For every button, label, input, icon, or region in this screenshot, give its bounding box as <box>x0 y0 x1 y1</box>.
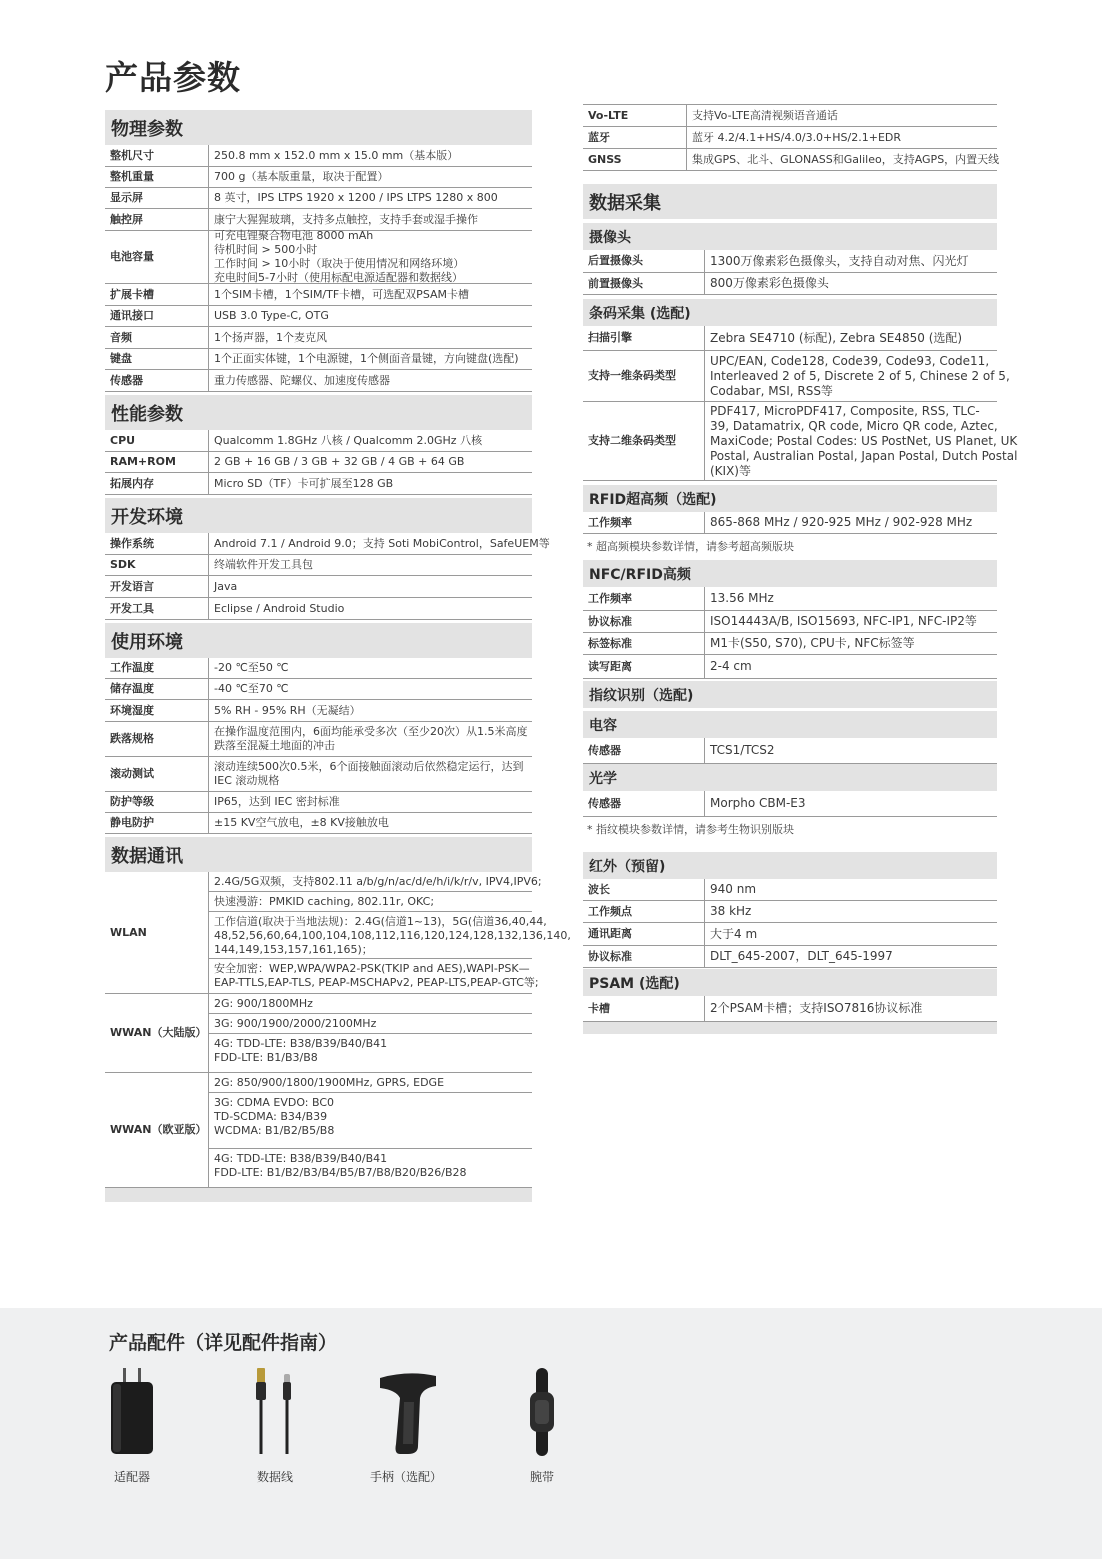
spec-value <box>705 923 997 945</box>
section-heading: 数据采集 <box>583 184 997 219</box>
spec-value-line: 800万像素彩色摄像头 <box>710 276 829 290</box>
spec-value <box>209 757 532 791</box>
spec-value <box>209 722 532 756</box>
spec-value <box>209 576 532 597</box>
spec-label: 电池容量 <box>105 231 209 283</box>
spec-label: 支持二维条码类型 <box>583 402 705 480</box>
spec-value-line: USB 3.0 Type-C, OTG <box>214 309 329 322</box>
spec-value-line: MaxiCode; Postal Codes: US PostNet, US Planet, UK <box>710 433 1018 448</box>
spec-label: GNSS <box>583 149 687 170</box>
spec-row <box>105 598 532 620</box>
spec-row <box>583 611 997 633</box>
spec-value <box>209 598 532 619</box>
spec-value-line: 39, Datamatrix, QR code, Micro QR code, Aztec, <box>710 418 998 433</box>
spec-row <box>583 655 997 679</box>
spec-value <box>209 700 532 721</box>
spec-label: 整机重量 <box>105 167 209 187</box>
subsection-heading: 红外（预留) <box>583 852 997 879</box>
spec-value <box>209 813 532 833</box>
comm-entry <box>209 872 542 892</box>
spec-value-line: 大于4 m <box>710 926 758 941</box>
spec-value <box>209 306 532 326</box>
spec-label: 蓝牙 <box>583 127 687 148</box>
spec-value <box>209 231 532 283</box>
spec-value-line: 支持Vo-LTE高清视频语音通话 <box>692 109 838 122</box>
section-heading: 开发环境 <box>105 498 532 533</box>
wrist-strap-icon <box>528 1368 556 1460</box>
handle-icon <box>370 1368 442 1460</box>
spec-value-line: Java <box>214 579 238 593</box>
spec-value <box>705 901 997 922</box>
comm-entry <box>209 1014 532 1034</box>
spec-value-line: 3G: 900/1900/2000/2100MHz <box>214 1017 377 1030</box>
spec-row <box>583 149 1000 171</box>
spec-value-line: PDF417, MicroPDF417, Composite, RSS, TLC- <box>710 403 980 418</box>
spec-value <box>705 326 997 350</box>
spec-row <box>105 231 532 284</box>
spec-value <box>209 555 532 575</box>
spec-value-line: M1卡(S50, S70), CPU卡, NFC标签等 <box>710 636 915 650</box>
spec-value-line: (KIX)等 <box>710 463 751 478</box>
spec-label: 键盘 <box>105 349 209 369</box>
spec-label: 跌落规格 <box>105 722 209 756</box>
spec-value-line: 滚动连续500次0.5米，6个面接触面滚动后依然稳定运行，达到 <box>214 760 524 773</box>
spec-label: 滚动测试 <box>105 757 209 791</box>
spec-label: 操作系统 <box>105 533 209 554</box>
spec-label: 传感器 <box>583 791 705 816</box>
spec-value-line: 2G: 850/900/1800/1900MHz, GPRS, EDGE <box>214 1076 445 1089</box>
spec-label: 防护等级 <box>105 792 209 812</box>
spec-value-line: -20 ℃至50 ℃ <box>214 661 289 674</box>
spec-value <box>209 284 532 305</box>
spec-row <box>583 633 997 655</box>
spec-value-line: Micro SD（TF）卡可扩展至128 GB <box>214 476 394 490</box>
spec-value-line: 终端软件开发工具包 <box>214 558 313 571</box>
subsection-heading: RFID超高频（选配) <box>583 485 997 512</box>
spec-value-line: Zebra SE4710 (标配), Zebra SE4850 (选配) <box>710 330 963 345</box>
spec-value <box>209 533 550 554</box>
spec-row <box>583 996 997 1022</box>
spec-value-line: TCS1/TCS2 <box>710 743 775 757</box>
spec-row <box>105 452 532 473</box>
spec-row <box>583 879 997 901</box>
spec-value <box>209 792 532 812</box>
spec-value-line: ±15 KV空气放电，±8 KV接触放电 <box>214 816 389 829</box>
spec-value <box>209 658 532 678</box>
spec-label: 工作频点 <box>583 901 705 922</box>
spec-value-line: 38 kHz <box>710 904 752 918</box>
accessory-label: 手柄（选配） <box>370 1470 443 1484</box>
spec-row <box>105 349 532 370</box>
spec-value-line: 2G: 900/1800MHz <box>214 997 313 1010</box>
spec-value <box>705 611 997 632</box>
comm-entry <box>209 1073 532 1093</box>
spec-row <box>583 587 997 611</box>
spec-value <box>705 402 1018 480</box>
spec-row <box>583 105 997 127</box>
spec-label: 环境湿度 <box>105 700 209 721</box>
spec-label: 音频 <box>105 327 209 348</box>
spec-value <box>705 738 997 763</box>
spec-row <box>583 351 1010 402</box>
spec-value <box>705 996 997 1021</box>
spec-value-line: Codabar, MSI, RSS等 <box>710 383 833 398</box>
spec-row <box>105 576 532 598</box>
subsection-heading: NFC/RFID高频 <box>583 560 997 587</box>
spec-label: 触控屏 <box>105 209 209 230</box>
spec-row <box>105 284 532 306</box>
spec-row <box>105 555 532 576</box>
spec-label: CPU <box>105 430 209 451</box>
accessory-adapter <box>110 1368 154 1485</box>
spec-value <box>705 879 997 900</box>
adapter-icon <box>110 1368 154 1460</box>
page-title: 产品参数 <box>105 58 241 97</box>
spec-label: 支持一维条码类型 <box>583 351 705 401</box>
subsection-heading: PSAM (选配) <box>583 969 997 996</box>
spec-value-line: DLT_645-2007，DLT_645-1997 <box>710 949 893 963</box>
comm-entry <box>209 1093 532 1149</box>
spec-label: 后置摄像头 <box>583 250 705 272</box>
section-heading: 使用环境 <box>105 623 532 658</box>
subsection-heading: 光学 <box>583 764 997 791</box>
spec-row <box>105 167 532 188</box>
spec-label: 显示屏 <box>105 188 209 208</box>
spec-value-line: 48,52,56,60,64,100,104,108,112,116,120,124,128,132,136,140, <box>214 929 571 942</box>
spec-label: 工作频率 <box>583 512 705 533</box>
spec-value-line: FDD-LTE: B1/B2/B3/B4/B5/B7/B8/B20/B26/B28 <box>214 1166 467 1179</box>
spacer <box>583 1022 997 1034</box>
spec-value <box>209 473 532 494</box>
spec-row <box>105 430 532 452</box>
spec-value <box>209 452 532 472</box>
spec-row <box>583 946 997 968</box>
spec-value-line: IP65，达到 IEC 密封标准 <box>214 795 340 808</box>
spec-value-line: 2.4G/5G双频，支持802.11 a/b/g/n/ac/d/e/h/i/k/r/v, IPV4,IPV6; <box>214 875 542 888</box>
section-heading: 物理参数 <box>105 110 532 145</box>
spec-label: WWAN（欧亚版） <box>105 1073 209 1187</box>
spec-value <box>687 149 1000 170</box>
spec-value-line: 2 GB + 16 GB / 3 GB + 32 GB / 4 GB + 64 GB <box>214 455 465 468</box>
footnote: * 超高频模块参数详情，请参考超高频版块 <box>587 540 794 553</box>
spec-value-line: 1300万像素彩色摄像头，支持自动对焦、闪光灯 <box>710 253 969 268</box>
spec-value-line: 1个扬声器，1个麦克风 <box>214 330 327 344</box>
spec-value-line: 865-868 MHz / 920-925 MHz / 902-928 MHz <box>710 515 973 529</box>
spec-value-line: Android 7.1 / Android 9.0；支持 Soti MobiControl，SafeUEM等 <box>214 536 550 550</box>
spec-value-line: 13.56 MHz <box>710 591 774 605</box>
comm-group <box>105 872 571 994</box>
spec-label: 扩展卡槽 <box>105 284 209 305</box>
spec-row <box>105 209 532 231</box>
spec-value <box>705 655 997 678</box>
comm-entry <box>209 1034 532 1072</box>
spec-value-line: UPC/EAN, Code128, Code39, Code93, Code11, <box>710 353 990 368</box>
spec-value-line: 可充电锂聚合物电池 8000 mAh <box>214 229 374 242</box>
spec-value-line: TD-SCDMA: B34/B39 <box>214 1110 328 1123</box>
subsection-heading: 电容 <box>583 711 997 738</box>
accessories-section <box>0 1308 1102 1559</box>
spec-label: Vo-LTE <box>583 105 687 126</box>
comm-entry <box>209 994 532 1014</box>
spec-row <box>105 792 532 813</box>
spacer <box>583 171 997 184</box>
spec-value-line: 蓝牙 4.2/4.1+HS/4.0/3.0+HS/2.1+EDR <box>692 131 902 144</box>
spec-value-line: 工作时间 > 10小时（取决于使用情况和网络环境） <box>214 257 465 270</box>
spec-label: 储存温度 <box>105 679 209 699</box>
spec-value <box>209 349 532 369</box>
spec-value-line: ISO14443A/B, ISO15693, NFC-IP1, NFC-IP2等 <box>710 614 977 628</box>
section-heading: 数据通讯 <box>105 837 532 872</box>
spec-value <box>705 946 997 967</box>
cable-icon <box>255 1368 295 1460</box>
spec-value <box>209 679 532 699</box>
spec-row <box>105 327 532 349</box>
spec-row <box>583 923 997 946</box>
spec-row <box>105 473 532 495</box>
spec-value-line: 250.8 mm x 152.0 mm x 15.0 mm（基本版） <box>214 148 459 162</box>
spec-value-line: 940 nm <box>710 882 757 896</box>
footnote: * 指纹模块参数详情，请参考生物识别版块 <box>587 823 794 836</box>
spec-value-line: Interleaved 2 of 5, Discrete 2 of 5, Chinese 2 of 5, <box>710 368 1010 383</box>
spec-label: SDK <box>105 555 209 575</box>
spec-value <box>705 273 997 294</box>
spec-value <box>705 250 997 272</box>
spec-label: 扫描引擎 <box>583 326 705 350</box>
spec-label: 开发工具 <box>105 598 209 619</box>
spec-row <box>583 901 997 923</box>
spec-row <box>583 738 997 764</box>
spec-row <box>105 679 532 700</box>
spec-value-line: 1个正面实体键，1个电源键，1个侧面音量键，方向键盘(选配) <box>214 352 519 365</box>
spec-label: 通讯接口 <box>105 306 209 326</box>
spec-label: 静电防护 <box>105 813 209 833</box>
comm-values <box>209 872 571 993</box>
spec-value <box>687 127 997 148</box>
spec-value-line: 充电时间5-7小时（使用标配电源适配器和数据线） <box>214 271 463 284</box>
spec-row <box>105 757 532 792</box>
spec-label: WWAN（大陆版） <box>105 994 209 1072</box>
spec-row <box>583 273 997 295</box>
spec-value <box>209 430 532 451</box>
spec-value <box>209 327 532 348</box>
spec-row <box>583 512 997 534</box>
spec-label: 卡槽 <box>583 996 705 1021</box>
spec-row <box>105 370 532 392</box>
spec-value-line: 4G: TDD-LTE: B38/B39/B40/B41 <box>214 1037 388 1050</box>
spec-value <box>209 145 532 166</box>
comm-values <box>209 994 532 1072</box>
spec-row <box>105 700 532 722</box>
subsection-heading: 指纹识别（选配) <box>583 681 997 708</box>
accessory-label: 适配器 <box>113 1470 150 1484</box>
spec-value-line: 待机时间 > 500小时 <box>214 243 318 256</box>
spec-value-line: 8 英寸，IPS LTPS 1920 x 1200 / IPS LTPS 1280 x 800 <box>214 191 498 204</box>
spec-value-line: 700 g（基本版重量，取决于配置） <box>214 170 389 183</box>
spec-value-line: 2-4 cm <box>710 659 752 673</box>
spec-label: 协议标准 <box>583 946 705 967</box>
spec-value-line: 集成GPS、北斗、GLONASS和Galileo，支持AGPS，内置天线 <box>692 153 1000 166</box>
spec-value <box>705 791 997 816</box>
left-spec-column <box>105 110 571 1202</box>
comm-entry <box>209 912 571 959</box>
comm-entry <box>209 959 539 993</box>
spec-row <box>105 145 532 167</box>
spec-value-line: 4G: TDD-LTE: B38/B39/B40/B41 <box>214 1152 388 1165</box>
spec-value-line: 快速漫游：PMKID caching, 802.11r, OKC; <box>214 895 435 908</box>
accessory-wrist-strap <box>528 1368 556 1485</box>
spec-label: 波长 <box>583 879 705 900</box>
spec-label: 整机尺寸 <box>105 145 209 166</box>
spec-row <box>583 326 997 351</box>
accessories-title: 产品配件（详见配件指南） <box>109 1332 338 1354</box>
right-spec-column <box>583 104 1018 1034</box>
subsection-heading: 摄像头 <box>583 223 997 250</box>
spec-row <box>105 813 532 834</box>
spec-value-line: 3G: CDMA EVDO: BC0 <box>214 1096 335 1109</box>
spec-value <box>705 587 997 610</box>
comm-entry <box>209 1149 532 1187</box>
spec-value-line: FDD-LTE: B1/B3/B8 <box>214 1051 318 1064</box>
comm-entry <box>209 892 532 912</box>
spec-value <box>687 105 997 126</box>
spec-label: 开发语言 <box>105 576 209 597</box>
spec-label: 前置摄像头 <box>583 273 705 294</box>
spec-label: WLAN <box>105 872 209 993</box>
comm-group <box>105 1073 532 1188</box>
spec-value <box>209 370 532 391</box>
spec-label: RAM+ROM <box>105 452 209 472</box>
spacer <box>105 1188 532 1202</box>
spec-row <box>105 533 550 555</box>
spec-label: 协议标准 <box>583 611 705 632</box>
spec-value <box>705 351 1010 401</box>
comm-group <box>105 994 532 1073</box>
spec-row <box>583 127 997 149</box>
spec-value-line: 康宁大猩猩玻璃，支持多点触控，支持手套或湿手操作 <box>214 212 478 226</box>
accessory-handle <box>370 1368 442 1485</box>
spec-value-line: 在操作温度范围内，6面均能承受多次（至少20次）从1.5米高度 <box>214 725 528 738</box>
spec-label: 工作温度 <box>105 658 209 678</box>
accessory-cable <box>255 1368 295 1485</box>
spec-value-line: 安全加密：WEP,WPA/WPA2-PSK(TKIP and AES),WAPI-PSK— <box>214 962 530 975</box>
section-heading: 性能参数 <box>105 395 532 430</box>
spec-label: 工作频率 <box>583 587 705 610</box>
spec-label: 标签标准 <box>583 633 705 654</box>
spec-value-line: Eclipse / Android Studio <box>214 601 345 615</box>
spec-value <box>705 512 997 533</box>
spec-value-line: -40 ℃至70 ℃ <box>214 682 289 695</box>
accessory-label: 数据线 <box>256 1470 293 1484</box>
spec-value <box>209 209 532 230</box>
spec-value-line: 2个PSAM卡槽；支持ISO7816协议标准 <box>710 1001 923 1015</box>
comm-values <box>209 1073 532 1187</box>
spec-row <box>105 188 532 209</box>
spec-value-line: 1个SIM卡槽，1个SIM/TF卡槽，可选配双PSAM卡槽 <box>214 287 470 301</box>
spec-row <box>583 791 997 817</box>
subsection-heading: 条码采集 (选配) <box>583 299 997 326</box>
spec-value-line: 工作信道(取决于当地法规)：2.4G(信道1~13)，5G(信道36,40,44, <box>214 915 547 928</box>
spec-row <box>583 250 997 273</box>
spec-value-line: Postal, Australian Postal, Japan Postal, Dutch Postal <box>710 448 1018 463</box>
spec-value <box>209 167 532 187</box>
accessory-label: 腕带 <box>529 1470 554 1484</box>
spec-value-line: WCDMA: B1/B2/B5/B8 <box>214 1124 335 1137</box>
spec-value-line: Qualcomm 1.8GHz 八核 / Qualcomm 2.0GHz 八核 <box>214 433 483 447</box>
spec-value-line: Morpho CBM-E3 <box>710 796 806 810</box>
spec-value-line: 跌落至混凝土地面的冲击 <box>214 739 335 752</box>
spec-row <box>105 658 532 679</box>
spec-row <box>105 722 532 757</box>
spec-label: 传感器 <box>105 370 209 391</box>
spec-label: 通讯距离 <box>583 923 705 945</box>
spec-value-line: 5% RH - 95% RH（无凝结） <box>214 703 361 717</box>
spec-value <box>209 188 532 208</box>
spec-row <box>583 402 1018 481</box>
spec-label: 拓展内存 <box>105 473 209 494</box>
spec-row <box>105 306 532 327</box>
spec-value-line: 重力传感器、陀螺仪、加速度传感器 <box>214 373 390 387</box>
spec-label: 读写距离 <box>583 655 705 678</box>
spec-value-line: EAP-TTLS,EAP-TLS, PEAP-MSCHAPv2, PEAP-LTS,PEAP-GTC等; <box>214 976 539 989</box>
spec-label: 传感器 <box>583 738 705 763</box>
spec-value <box>705 633 997 654</box>
spec-value-line: 144,149,153,157,161,165)； <box>214 943 373 956</box>
spec-value-line: IEC 滚动规格 <box>214 774 280 787</box>
